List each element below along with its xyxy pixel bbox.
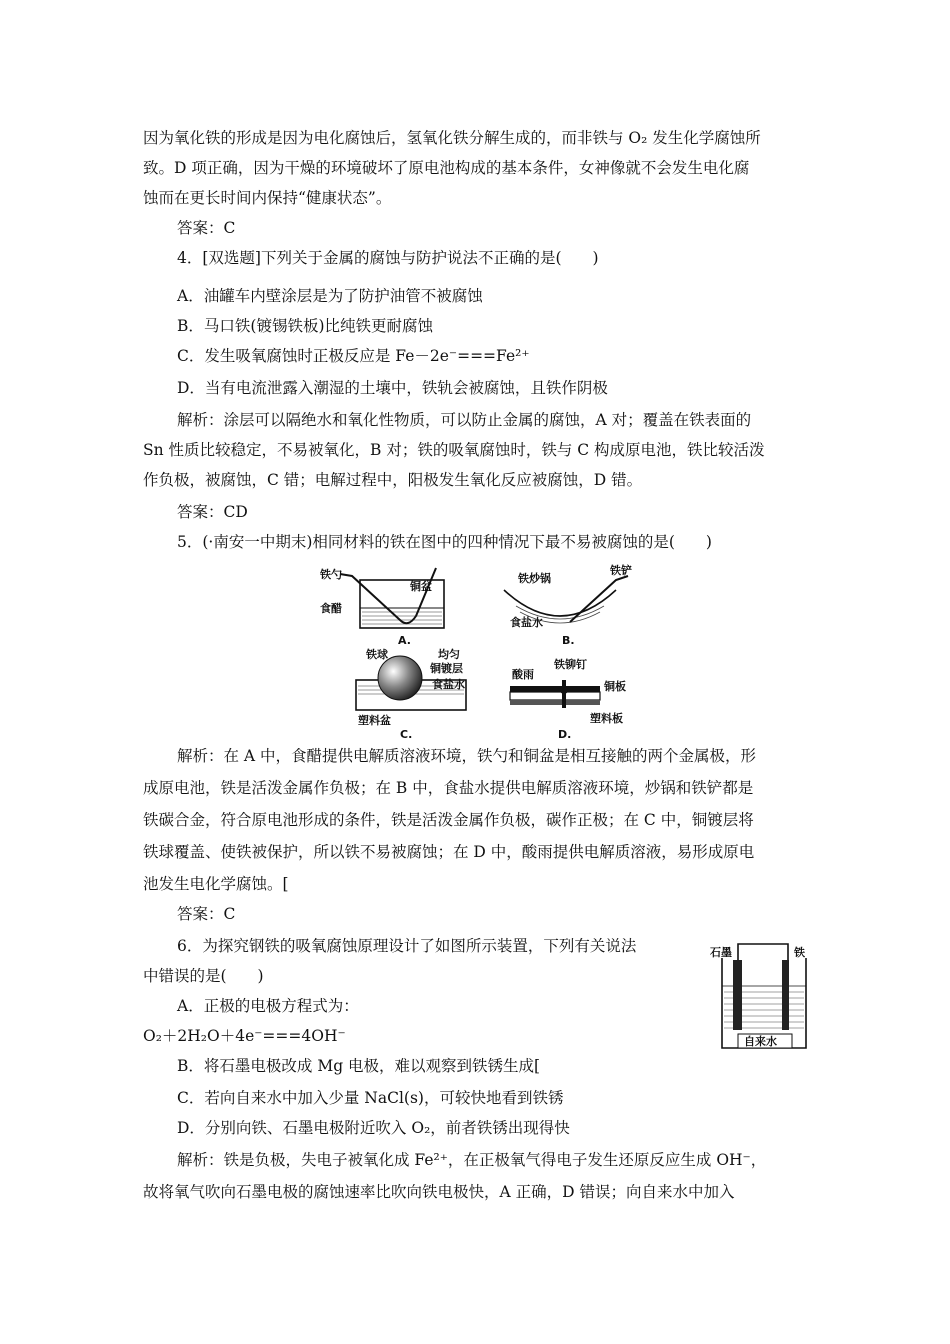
label-spoon: 铁勺 [320, 568, 342, 581]
text-line: 成原电池，铁是活泼金属作负极；在 B 中，食盐水提供电解质溶液环境，炒锅和铁铲都是 [143, 779, 754, 797]
text-line: 解析：铁是负极，失电子被氧化成 Fe²⁺，在正极氧气得电子发生还原反应生成 OH⁻， [177, 1151, 767, 1169]
text-line: C．发生吸氧腐蚀时正极反应是 Fe－2e⁻===Fe²⁺ [177, 347, 530, 365]
text-line: A．正极的电极方程式为： [177, 997, 359, 1015]
label-iron-ball: 铁球 [366, 648, 388, 661]
label-iron: 铁 [794, 946, 805, 959]
label-tap-water: 自来水 [744, 1035, 777, 1048]
label-c: C. [400, 728, 413, 741]
text-line: 中错误的是( ) [143, 967, 264, 985]
panel-d [510, 657, 626, 741]
label-a: A. [398, 634, 411, 647]
panel-c [356, 647, 466, 741]
text-line: 6．为探究钢铁的吸氧腐蚀原理设计了如图所示装置，下列有关说法 [177, 937, 637, 955]
figure-oxygen-corrosion-setup [708, 936, 818, 1056]
label-acid-rain: 酸雨 [512, 668, 534, 681]
text-line: 4．[双选题]下列关于金属的腐蚀与防护说法不正确的是( ) [177, 249, 599, 267]
text-line: 致。D 项正确，因为干燥的环境破坏了原电池构成的基本条件，女神像就不会发生电化腐 [143, 159, 750, 177]
text-line: 答案：CD [177, 503, 248, 521]
label-spatula: 铁铲 [610, 564, 632, 577]
text-line: 故将氧气吹向石墨电极的腐蚀速率比吹向铁电极快，A 正确，D 错误；向自来水中加入 [143, 1183, 735, 1201]
text-line: 解析：涂层可以隔绝水和氧化性物质，可以防止金属的腐蚀，A 对；覆盖在铁表面的 [177, 411, 752, 429]
label-wok: 铁炒锅 [518, 572, 551, 585]
text-line: 答案：C [177, 219, 236, 237]
text-line: 解析：在 A 中，食醋提供电解质溶液环境，铁勺和铜盆是相互接触的两个金属极，形 [177, 747, 757, 765]
text-line: 5．(·南安一中期末)相同材料的铁在图中的四种情况下最不易被腐蚀的是( ) [177, 533, 712, 551]
text-line: O₂＋2H₂O＋4e⁻===4OH⁻ [143, 1027, 346, 1045]
label-copper-plating: 铜镀层 [430, 662, 463, 675]
text-line: 作负极，被腐蚀，C 错；电解过程中，阳极发生氧化反应被腐蚀，D 错。 [143, 471, 643, 489]
label-b: B. [562, 634, 575, 647]
text-line: B．马口铁(镀锡铁板)比纯铁更耐腐蚀 [177, 317, 433, 335]
text-line: 池发生电化学腐蚀。[ [143, 875, 289, 893]
text-line: 铁碳合金，符合原电池形成的条件，铁是活泼金属作负极，碳作正极；在 C 中，铜镀层将 [143, 811, 754, 829]
panel-b [504, 563, 632, 647]
text-line: A．油罐车内壁涂层是为了防护油管不被腐蚀 [177, 287, 483, 305]
panel-a [320, 567, 444, 647]
text-line: D．当有电流泄露入潮湿的土壤中，铁轨会被腐蚀，且铁作阴极 [177, 379, 608, 397]
text-line: 蚀而在更长时间内保持“健康状态”。 [143, 189, 392, 207]
label-brine-c: 食盐水 [432, 678, 465, 691]
text-line: Sn 性质比较稳定，不易被氧化，B 对；铁的吸氧腐蚀时，铁与 C 构成原电池，铁比较活泼 [143, 441, 765, 459]
label-d: D. [558, 728, 572, 741]
text-line: 铁球覆盖、使铁被保护，所以铁不易被腐蚀；在 D 中，酸雨提供电解质溶液，易形成原电 [143, 843, 755, 861]
figure-corrosion-four-cases [320, 562, 660, 742]
label-vinegar: 食醋 [320, 602, 342, 615]
label-brine-b: 食盐水 [510, 616, 543, 629]
label-graphite: 石墨 [710, 946, 732, 959]
text-line: C．若向自来水中加入少量 NaCl(s)，可较快地看到铁锈 [177, 1089, 564, 1107]
label-uniform: 均匀 [438, 648, 460, 661]
label-plastic-plate: 塑料板 [590, 712, 623, 725]
text-line: D．分别向铁、石墨电极附近吹入 O₂，前者铁锈出现得快 [177, 1119, 570, 1137]
label-plastic-basin: 塑料盆 [358, 714, 391, 727]
text-line: 答案：C [177, 905, 236, 923]
label-copper-plate: 铜板 [604, 680, 626, 693]
label-rivet: 铁铆钉 [554, 658, 587, 671]
label-copper-basin: 铜盆 [410, 580, 432, 593]
text-line: 因为氧化铁的形成是因为电化腐蚀后，氢氧化铁分解生成的，而非铁与 O₂ 发生化学腐蚀所 [143, 129, 761, 147]
text-line: B．将石墨电极改成 Mg 电极，难以观察到铁锈生成[ [177, 1057, 541, 1075]
